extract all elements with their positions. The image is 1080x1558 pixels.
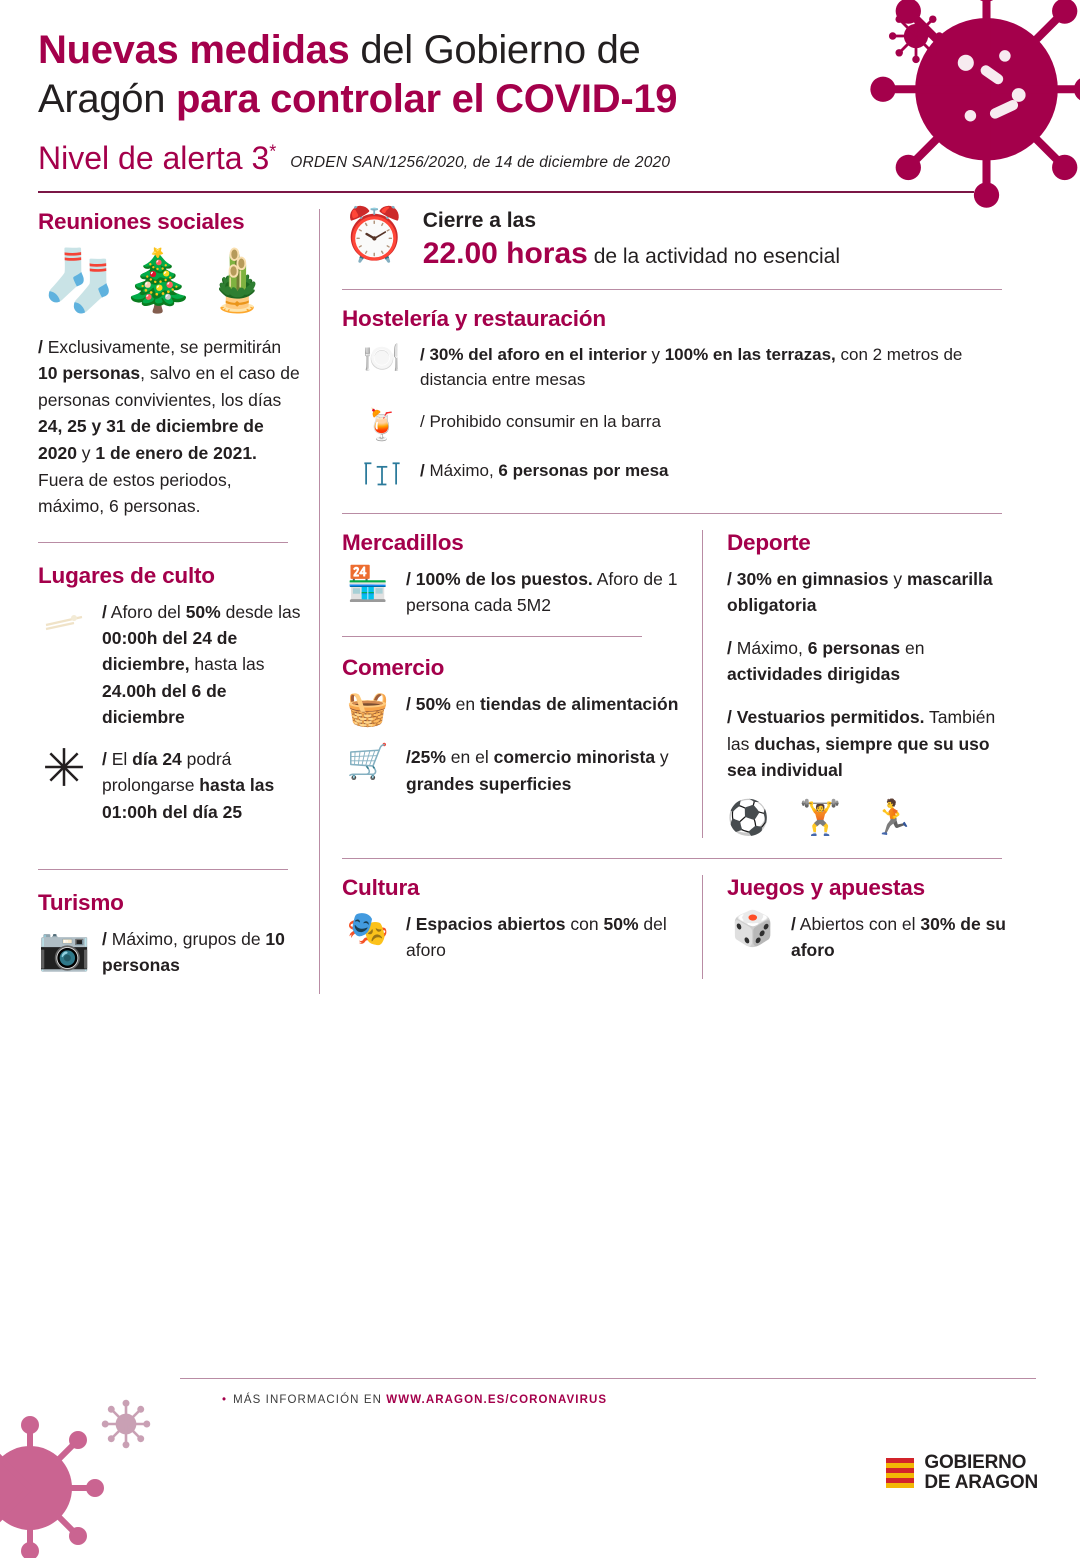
football-icon: ⚽ [727, 798, 770, 837]
order-reference: ORDEN SAN/1256/2020, de 14 de diciembre de 2020 [290, 153, 671, 171]
dice-icon: 🎲 [731, 909, 775, 948]
worship-item-1 [38, 599, 301, 730]
gambling-section [702, 875, 1012, 980]
culture-section [342, 875, 702, 980]
star-burst-icon [38, 746, 90, 796]
sport-icons [727, 798, 1012, 838]
alert-level [38, 140, 276, 177]
closing-label: Cierre a las [422, 208, 536, 232]
theatre-masks-icon: 🎭 [346, 909, 390, 948]
column-middle [342, 530, 702, 838]
market-stall-icon: 🏪 [346, 564, 390, 603]
worship-item-2-text: / El día 24 podrá prolongarse hasta las 01:00h del día 25 [102, 749, 275, 822]
hospitality-item-2-text: / Prohibido consumir en la barra [420, 411, 661, 431]
alarm-clock-icon: ⏰ [342, 205, 407, 264]
social-icons [42, 245, 301, 316]
section-heading-social: Reuniones sociales [38, 208, 245, 234]
divider-hospitality [342, 513, 1002, 514]
tourism-item [38, 926, 301, 979]
content-columns [0, 193, 1080, 995]
commerce-item-2-text: /25% en el comercio minorista y grandes superficies [406, 747, 669, 794]
column-left [38, 209, 319, 995]
christmas-tree-icon: 🎄 [120, 246, 196, 314]
table-chairs-icon [356, 458, 408, 495]
closing-hours: 22.00 horas [422, 236, 588, 270]
tourism-text: / Máximo, grupos de 10 personas [102, 928, 285, 975]
asterisk: * [269, 140, 277, 161]
sport-item-2: / Máximo, 6 personas en actividades dirigidas [727, 637, 925, 685]
commerce-item-1 [342, 691, 680, 728]
sport-item-1: / 30% en gimnasios y mascarilla obligatoria [727, 568, 993, 616]
hospitality-item-1-text: / 30% del aforo en el interior y 100% en las terrazas, con 2 metros de distancia entre mesas [420, 344, 963, 390]
bottom-wrap [342, 875, 1042, 980]
hospitality-item-3 [356, 458, 1002, 495]
gambling-item [727, 911, 1012, 964]
section-heading-worship: Lugares de culto [38, 562, 215, 588]
section-heading-hospitality: Hostelería y restauración [342, 305, 606, 331]
hospitality-item-2 [356, 409, 1002, 442]
title-part-2: del Gobierno de [349, 28, 641, 72]
commerce-item-1-text: / 50% en tiendas de alimentación [406, 694, 679, 715]
closing-time-block [342, 205, 1042, 271]
running-icon: 🏃 [871, 798, 915, 837]
shopping-cart-icon: 🛒 [346, 743, 390, 782]
commerce-item-2 [342, 744, 680, 797]
serving-dish-icon: 🍽️ [363, 341, 401, 375]
page-title [38, 26, 858, 124]
gov-line-1: GOBIERNO [924, 1451, 1027, 1473]
section-heading-commerce: Comercio [342, 655, 445, 681]
gov-line-2: DE ARAGON [924, 1472, 1038, 1494]
title-part-4: para controlar el COVID-19 [176, 76, 678, 121]
social-text: / Exclusivamente, se permitirán 10 personas, salvo en el caso de personas convivientes, los días 24, 25 y 31 de diciembre de 2020 y 1 de enero de 2021. Fuera de estos periodos, máximo, 6 personas. [38, 336, 300, 517]
hospitality-item-3-text: / Máximo, 6 personas por mesa [420, 460, 669, 480]
government-name [924, 1453, 1038, 1494]
more-info-url[interactable]: WWW.ARAGON.ES/CORONAVIRUS [386, 1394, 608, 1406]
closing-detail [423, 237, 840, 271]
column-right [702, 530, 1012, 838]
gambling-text: / Abiertos con el 30% de su aforo [791, 913, 1007, 960]
title-part-3: Aragón [38, 76, 176, 121]
more-info-prefix: MÁS INFORMACIÓN EN [233, 1394, 387, 1406]
divider-left-2 [38, 869, 288, 870]
aragon-flag-icon [886, 1458, 914, 1488]
government-logo [886, 1453, 1038, 1494]
section-heading-culture: Cultura [342, 874, 420, 900]
worship-item-2 [38, 746, 301, 825]
markets-text: / 100% de los puestos. Aforo de 1 persona cada 5M2 [406, 568, 678, 615]
section-heading-gambling: Juegos y apuestas [727, 874, 925, 900]
culture-item [342, 911, 680, 964]
light-beam-icon [38, 599, 90, 647]
christmas-stocking-icon: 🧦 [42, 246, 117, 314]
section-heading-tourism: Turismo [38, 889, 124, 915]
christmas-bauble-icon: 🎍 [199, 246, 275, 314]
weightlifting-icon: 🏋️ [799, 798, 842, 837]
alert-level-text: Nivel de alerta 3 [38, 139, 270, 176]
cocktail-icon: 🍹 [363, 408, 401, 442]
camera-icon: 📷 [38, 924, 91, 972]
footer [0, 1378, 1080, 1528]
hospitality-item-1 [356, 342, 1002, 393]
column-right-group [319, 205, 1042, 995]
culture-text: / Espacios abiertos con 50% del aforo [406, 913, 667, 960]
divider-markets [342, 636, 642, 637]
markets-item [342, 566, 680, 619]
section-heading-sport: Deporte [727, 529, 811, 555]
section-heading-markets: Mercadillos [342, 529, 464, 555]
sport-item-3: / Vestuarios permitidos. También las duchas, siempre que su uso sea individual [727, 706, 996, 781]
title-part-1: Nuevas medidas [38, 28, 350, 72]
hospitality-section [342, 306, 1002, 495]
bullet-icon: • [222, 1394, 228, 1406]
divider-bottom [342, 858, 1002, 859]
more-info [222, 1394, 607, 1406]
mid-right-wrap [342, 530, 1042, 838]
shopping-basket-icon: 🧺 [346, 690, 390, 729]
footer-divider [180, 1378, 1036, 1379]
worship-item-1-text: / Aforo del 50% desde las 00:00h del 24 de diciembre, hasta las 24.00h del 6 de diciembre [102, 601, 301, 727]
divider-left-1 [38, 542, 288, 543]
closing-rest: de la actividad no esencial [587, 244, 841, 268]
coronavirus-small-icon [888, 8, 944, 64]
divider-top [342, 289, 1002, 290]
